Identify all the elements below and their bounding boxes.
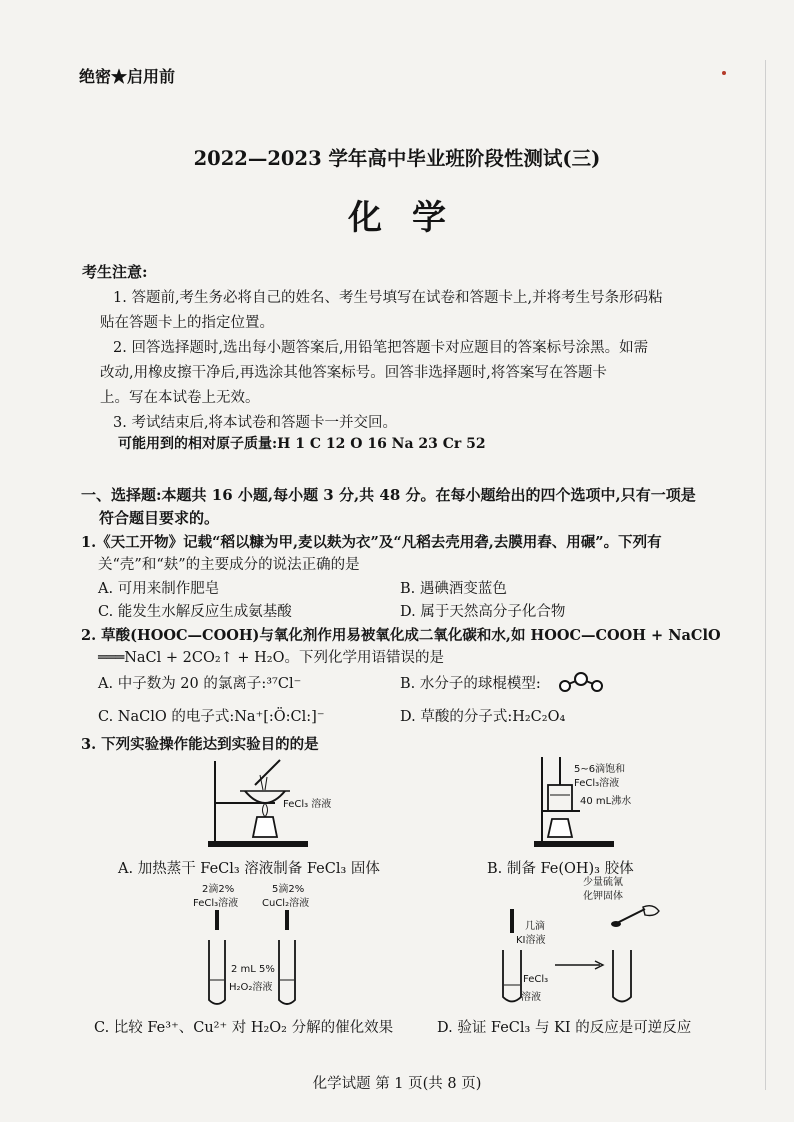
q1-option-c: C. 能发生水解反应生成氨基酸 — [98, 604, 292, 620]
section-1-heading — [81, 484, 731, 530]
figure-c-label: 2滴2% — [202, 884, 235, 895]
notice-item: 3. 考试结束后,将本试卷和答题卡一并交回。 — [113, 415, 398, 431]
figure-c-label: FeCl₃溶液 — [193, 898, 239, 909]
figure-d-label: 少量硫氰 — [583, 877, 623, 888]
notice-item: 2. 回答选择题时,选出每小题答案后,用铅笔把答题卡对应题目的答案标号涂黑。如需 — [113, 340, 649, 356]
figure-b-label: 40 mL沸水 — [580, 796, 632, 807]
q2-option-d: D. 草酸的分子式:H₂C₂O₄ — [400, 709, 566, 725]
section-1-line: 符合题目要求的。 — [99, 509, 220, 527]
q1-stem-line: 1.《天工开物》记载“稻以糠为甲,麦以麸为衣”及“凡稻去壳用砻,去膜用舂、用碾”。下列有 — [81, 534, 662, 551]
q2-option-a: A. 中子数为 20 的氯离子:³⁷Cl⁻ — [98, 676, 302, 692]
figure-c-label: 2 mL 5% — [231, 964, 275, 975]
notice-heading: 考生注意: — [82, 263, 148, 281]
section-1-line: 一、选择题:本题共 16 小题,每小题 3 分,共 48 分。在每小题给出的四个选项中,只有一项是 — [81, 486, 696, 504]
page-footer: 化学试题 第 1 页(共 8 页) — [312, 1076, 482, 1092]
q2-stem-line: ═══NaCl + 2CO₂↑ + H₂O。下列化学用语错误的是 — [98, 650, 445, 666]
secret-mark: 绝密★启用前 — [79, 67, 176, 86]
notice-item: 贴在答题卡上的指定位置。 — [100, 315, 274, 331]
q1-stem-line: 关“壳”和“麸”的主要成分的说法正确的是 — [98, 557, 360, 573]
q1-option-a: A. 可用来制作肥皂 — [98, 581, 220, 597]
figure-b-label: FeCl₃溶液 — [574, 778, 620, 789]
exam-title: 2022—2023 学年高中毕业班阶段性测试(三) — [193, 147, 601, 170]
figure-d-label: FeCl₃ — [523, 974, 549, 985]
notice-item: 上。写在本试卷上无效。 — [100, 390, 260, 406]
q3-option-d-caption: D. 验证 FeCl₃ 与 KI 的反应是可逆反应 — [437, 1020, 692, 1036]
q1-option-b: B. 遇碘酒变蓝色 — [400, 581, 507, 597]
subject-title: 化学 — [348, 198, 476, 238]
figure-a-label: FeCl₃ 溶液 — [283, 799, 332, 810]
figure-d-label: KI溶液 — [516, 935, 546, 946]
figure-c-test-tubes — [205, 910, 305, 1010]
figure-d-label: 化钾固体 — [583, 891, 623, 902]
figure-d-label: 几滴 — [525, 921, 545, 932]
q3-option-c-caption: C. 比较 Fe³⁺、Cu²⁺ 对 H₂O₂ 分解的催化效果 — [94, 1020, 394, 1036]
notice-item: 改动,用橡皮擦干净后,再选涂其他答案标号。回答非选择题时,将答案写在答题卡 — [100, 365, 607, 381]
notice-item: 1. 答题前,考生务必将自己的姓名、考生号填写在试卷和答题卡上,并将考生号条形码粘 — [113, 290, 663, 306]
q3-option-b-caption: B. 制备 Fe(OH)₃ 胶体 — [487, 861, 634, 877]
figure-c-label: 5滴2% — [272, 884, 305, 895]
water-ball-stick-model-icon — [556, 672, 606, 694]
figure-c-label: H₂O₂溶液 — [229, 982, 273, 993]
q1-option-d: D. 属于天然高分子化合物 — [400, 604, 566, 620]
q2-stem-line: 2. 草酸(HOOC—COOH)与氧化剂作用易被氧化成二氧化碳和水,如 HOOC—COOH + NaClO — [81, 627, 721, 644]
atomic-masses: 可能用到的相对原子质量:H 1 C 12 O 16 Na 23 Cr 52 — [118, 436, 486, 452]
figure-c-label: CuCl₂溶液 — [262, 898, 310, 909]
figure-b-label: 5~6滴饱和 — [574, 764, 626, 775]
q3-option-a-caption: A. 加热蒸干 FeCl₃ 溶液制备 FeCl₃ 固体 — [118, 861, 380, 877]
q2-option-c: C. NaClO 的电子式:Na⁺[:Ö:Cl:]⁻ — [98, 709, 325, 725]
figure-d-label: 溶液 — [521, 992, 541, 1003]
red-dot-mark — [722, 71, 726, 75]
q3-stem: 3. 下列实验操作能达到实验目的的是 — [81, 736, 319, 753]
q2-option-b: B. 水分子的球棍模型: — [400, 676, 541, 692]
